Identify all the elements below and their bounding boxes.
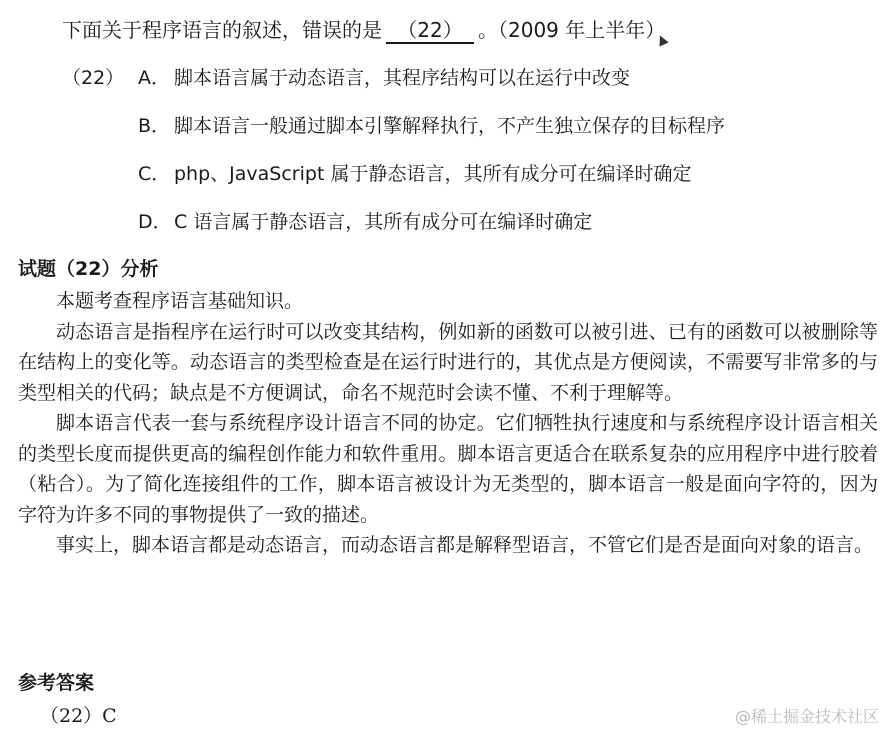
question-prefix: 下面关于程序语言的叙述，错误的是 xyxy=(62,18,382,42)
option-letter: A． xyxy=(138,67,170,89)
option-text: php、JavaScript 属于静态语言，其所有成分可在编译时确定 xyxy=(174,163,692,185)
question-number: （22） xyxy=(62,67,125,89)
option-text: 脚本语言属于动态语言，其程序结构可以在运行中改变 xyxy=(174,67,631,89)
option-letter: C． xyxy=(138,163,171,185)
analysis-paragraph: 脚本语言代表一套与系统程序设计语言不同的协定。它们牺牲执行速度和与系统程序设计语言相关的类型长度而提供更高的编程创作能力和软件重用。脚本语言更适合在联系复杂的应用程序中进行胶着（粘合）。为了简化连接组件的工作，脚本语言被设计为无类型的，脚本语言一般是面向字符的，因为字符为许多不同的事物提供了一致的描述。 xyxy=(18,412,878,526)
watermark: @稀土掘金技术社区 xyxy=(734,707,879,726)
option-text: C 语言属于静态语言，其所有成分可在编译时确定 xyxy=(174,211,593,233)
option-letter: B． xyxy=(138,115,171,137)
answer-blank: （22） xyxy=(386,18,474,44)
analysis-paragraph: 动态语言是指程序在运行时可以改变其结构，例如新的函数可以被引进、已有的函数可以被删除等在结构上的变化等。动态语言的类型检查是在运行时进行的，其优点是方便阅读，不需要写非常多的与类型相关的代码；缺点是不方便调试，命名不规范时会读不懂、不利于理解等。 xyxy=(18,320,878,404)
mouse-cursor-icon xyxy=(656,33,669,46)
option-text: 脚本语言一般通过脚本引擎解释执行，不产生独立保存的目标程序 xyxy=(174,115,726,137)
question-stem xyxy=(62,14,675,46)
reference-answer: （22）C xyxy=(40,705,117,727)
option-letter: D． xyxy=(138,211,172,233)
analysis-heading: 试题（22）分析 xyxy=(18,258,159,280)
question-suffix: 。（2009 年上半年） xyxy=(478,18,666,42)
analysis-body xyxy=(18,286,878,561)
analysis-paragraph: 事实上，脚本语言都是动态语言，而动态语言都是解释型语言，不管它们是否是面向对象的语言。 xyxy=(56,534,874,556)
reference-heading: 参考答案 xyxy=(18,672,95,694)
analysis-paragraph: 本题考查程序语言基础知识。 xyxy=(56,290,304,312)
